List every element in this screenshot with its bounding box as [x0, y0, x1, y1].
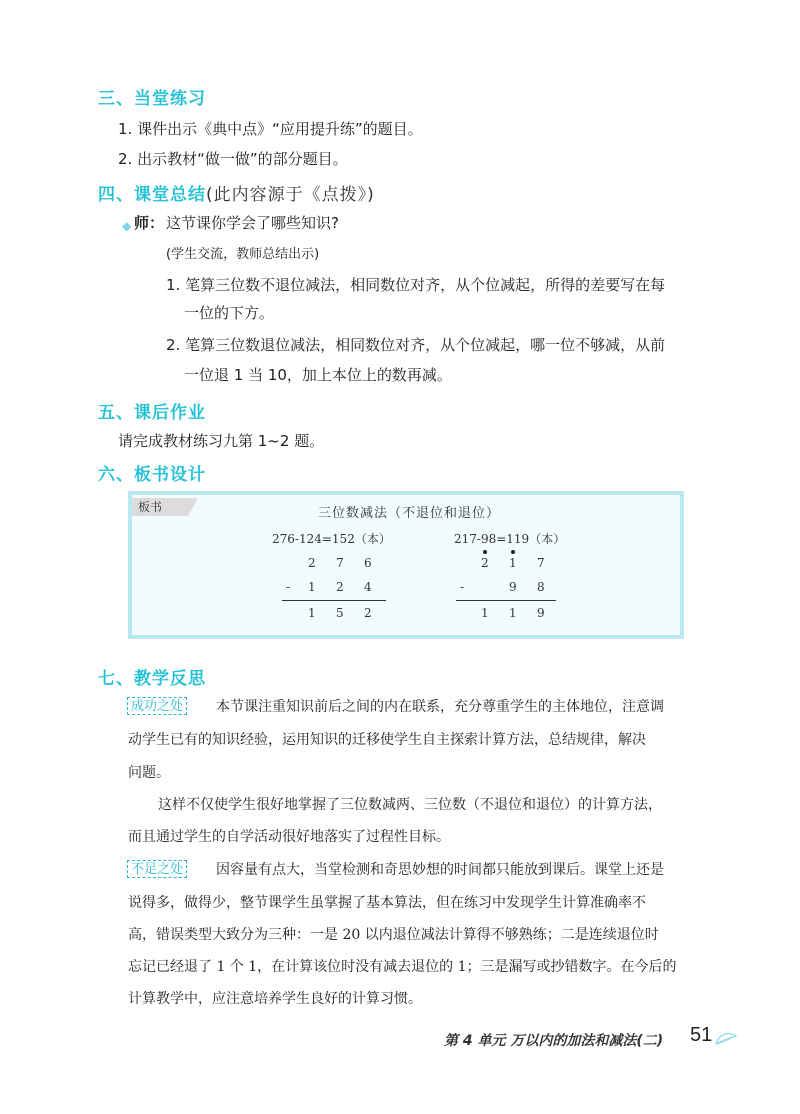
reflection-line: 本节课注重知识前后之间的内在联系，充分尊重学生的主体地位，注意调 [216, 699, 664, 715]
reflection-line: 而且通过学生的自学活动很好地落实了过程性目标。 [128, 829, 450, 845]
left-result-digit: 5 [336, 606, 344, 620]
left-result-line [282, 600, 386, 601]
left-digit: 2 [336, 580, 344, 594]
left-digit: 4 [364, 580, 372, 594]
teacher-label: 师： [134, 214, 165, 232]
reflection-line: 动学生已有的知识经验，运用知识的迁移使学生自主探索计算方法，总结规律，解决 [128, 732, 646, 748]
right-result-digit: 1 [509, 606, 517, 620]
reflection-line: 因容量有点大，当堂检测和奇思妙想的时间都只能放到课后。课堂上还是 [216, 862, 664, 878]
teacher-question: 这节课你学会了哪些知识? [166, 214, 339, 232]
left-digit: 7 [336, 556, 344, 570]
borrow-dot [511, 550, 515, 554]
homework-text: 请完成教材练习九第 1~2 题。 [118, 432, 325, 450]
diamond-icon: ◆ [122, 219, 132, 233]
right-digit: 1 [509, 556, 517, 570]
summary-point-2-cont: 一位退 1 当 10，加上本位上的数再减。 [184, 366, 452, 384]
board-title: 三位数减法（不退位和退位） [318, 506, 501, 521]
left-digit: 6 [364, 556, 372, 570]
list-item: 1. 课件出示《典中点》“应用提升练”的题目。 [118, 120, 423, 138]
list-item: 2. 出示教材“做一做”的部分题目。 [118, 150, 348, 168]
leaf-ornament-icon [714, 1030, 738, 1048]
left-result-digit: 1 [308, 606, 316, 620]
right-digit: 9 [509, 580, 517, 594]
board-tag: 板书 [132, 498, 188, 516]
heading-teaching-reflection: 七、教学反思 [98, 669, 206, 689]
right-result-digit: 9 [537, 606, 545, 620]
right-digit: 8 [537, 580, 545, 594]
right-equation: 217-98=119（本） [454, 532, 566, 546]
reflection-line: 问题。 [128, 765, 170, 781]
heading-in-class-practice: 三、当堂练习 [98, 89, 206, 109]
right-result-line [456, 600, 556, 601]
reflection-line: 说得多，做得少，整节课学生虽掌握了基本算法，但在练习中发现学生计算准确率不 [128, 895, 646, 911]
student-note: (学生交流，教师总结出示) [166, 247, 320, 262]
left-result-digit: 2 [364, 606, 372, 620]
heading-class-summary [98, 180, 375, 205]
left-digit: 2 [308, 556, 316, 570]
left-minus-sign: - [286, 580, 291, 594]
page-number: 51 [690, 1024, 713, 1046]
summary-point-1: 1. 笔算三位数不退位减法，相同数位对齐，从个位减起，所得的差要写在每 [166, 276, 666, 294]
reflection-line: 高，错误类型大致分为三种：一是 20 以内退位减法计算得不够熟练；二是连续退位时 [128, 927, 659, 943]
success-label: 成功之处 [127, 697, 187, 715]
left-equation: 276-124=152（本） [272, 532, 391, 546]
footer-unit: 第 4 单元 万以内的加法和减法(二) [444, 1033, 664, 1049]
board-tag-corner [188, 498, 198, 516]
right-result-digit: 1 [481, 606, 489, 620]
reflection-line: 这样不仅使学生很好地掌握了三位数减两、三位数（不退位和退位）的计算方法， [158, 797, 662, 813]
borrow-dot [483, 550, 487, 554]
left-digit: 1 [308, 580, 316, 594]
heading-board-design: 六、板书设计 [98, 465, 206, 485]
heading-homework: 五、课后作业 [98, 403, 206, 423]
reflection-line: 计算教学中，应注意培养学生良好的计算习惯。 [128, 991, 422, 1007]
deficit-label: 不足之处 [127, 860, 187, 878]
reflection-line: 忘记已经退了 1 个 1，在计算该位时没有减去退位的 1；三是漏写或抄错数字。在今后的 [128, 959, 677, 975]
summary-point-1-cont: 一位的下方。 [184, 304, 275, 322]
heading-text: 四、课堂总结 [98, 185, 206, 205]
right-digit: 7 [537, 556, 545, 570]
source-note: (此内容源于《点拨》) [206, 185, 375, 205]
right-minus-sign: - [460, 580, 465, 594]
summary-point-2: 2. 笔算三位数退位减法，相同数位对齐，从个位减起，哪一位不够减，从前 [166, 336, 666, 354]
right-digit: 2 [481, 556, 489, 570]
